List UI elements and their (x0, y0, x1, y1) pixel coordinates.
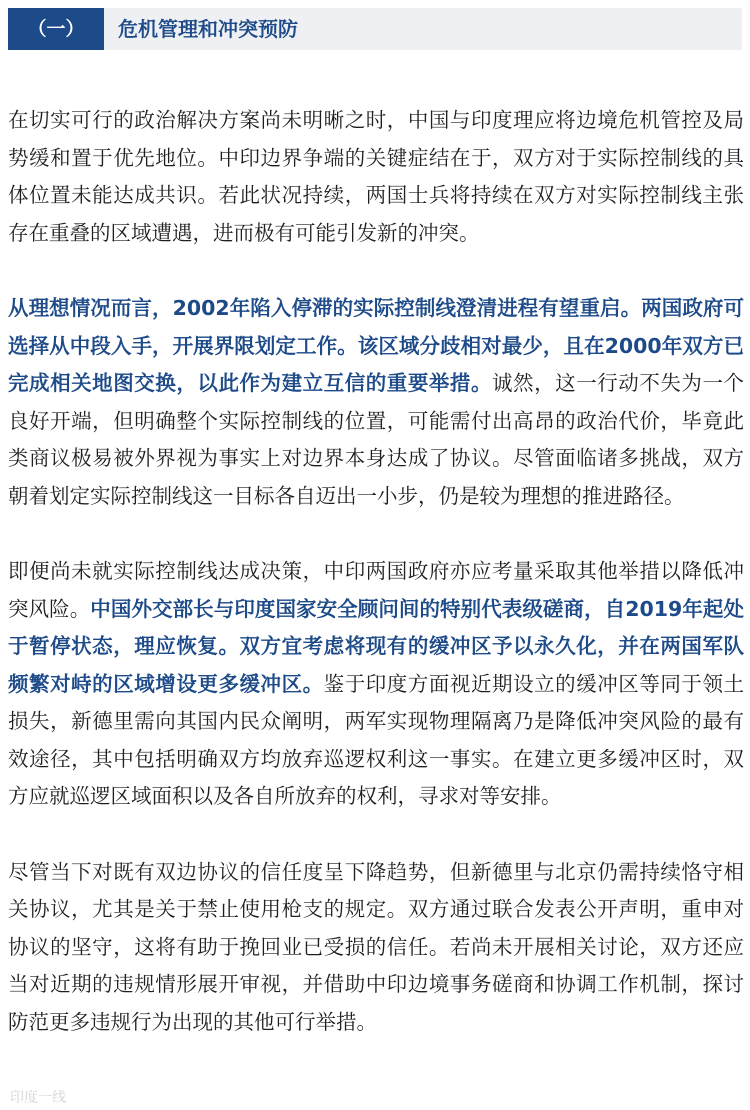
paragraph-text: 鉴于印度方面视近期设立的缓冲区等同于领土损失，新德里需向其国内民众阐明，两军实现物理隔离乃是降低冲突风险的最有效途径，其中包括明确双方均放弃巡逻权利这一事实。在建立更多缓冲区时，双方应就巡逻区域面积以及各自所放弃的权利，寻求对等安排。 (8, 671, 745, 808)
paragraph-highlight: 从理想情况而言，2002年陷入停滞的实际控制线澄清进程有望重启。两国政府可选择从中段入手，开展界限划定工作。该区域分歧相对最少，且在2000年双方已完成相关地图交换，以此作为建立互信的重要举措。 (8, 296, 744, 395)
paragraph-1 (8, 102, 744, 252)
section-number-badge: （一） (8, 8, 104, 50)
paragraph-text: 即便尚未就实际控制线达成决策，中印两国政府亦应考量采取其他举措以降低冲突风险。 (8, 559, 744, 621)
paragraph-3 (8, 553, 744, 816)
paragraph-text: 在切实可行的政治解决方案尚未明晰之时，中国与印度理应将边境危机管控及局势缓和置于优先地位。中印边界争端的关键症结在于，双方对于实际控制线的具体位置未能达成共识。若此状况持续，两国士兵将持续在双方对实际控制线主张存在重叠的区域遭遇，进而极有可能引发新的冲突。 (8, 108, 744, 245)
paragraph-2 (8, 290, 744, 515)
section-header (8, 8, 742, 50)
paragraph-text: 尽管当下对既有双边协议的信任度呈下降趋势，但新德里与北京仍需持续恪守相关协议，尤其是关于禁止使用枪支的规定。双方通过联合发表公开声明，重申对协议的坚守，这将有助于挽回业已受损的信任。若尚未开展相关讨论，双方还应当对近期的违规情形展开审视，并借助中印边境事务磋商和协调工作机制，探讨防范更多违规行为出现的其他可行举措。 (8, 859, 744, 1034)
watermark: 印度一线 (10, 1090, 66, 1106)
paragraph-4 (8, 854, 744, 1042)
article-body (8, 102, 744, 1079)
paragraph-highlight: 中国外交部长与印度国家安全顾问间的特别代表级磋商，自2019年起处于暂停状态，理应恢复。双方宜考虑将现有的缓冲区予以永久化，并在两国军队频繁对峙的区域增设更多缓冲区。 (8, 596, 744, 696)
section-title: 危机管理和冲突预防 (118, 17, 298, 41)
paragraph-text: 诚然，这一行动不失为一个良好开端，但明确整个实际控制线的位置，可能需付出高昂的政治代价，毕竟此类商议极易被外界视为事实上对边界本身达成了协议。尽管面临诸多挑战，双方朝着划定实际控制线这一目标各自迈出一小步，仍是较为理想的推进路径。 (8, 371, 745, 508)
